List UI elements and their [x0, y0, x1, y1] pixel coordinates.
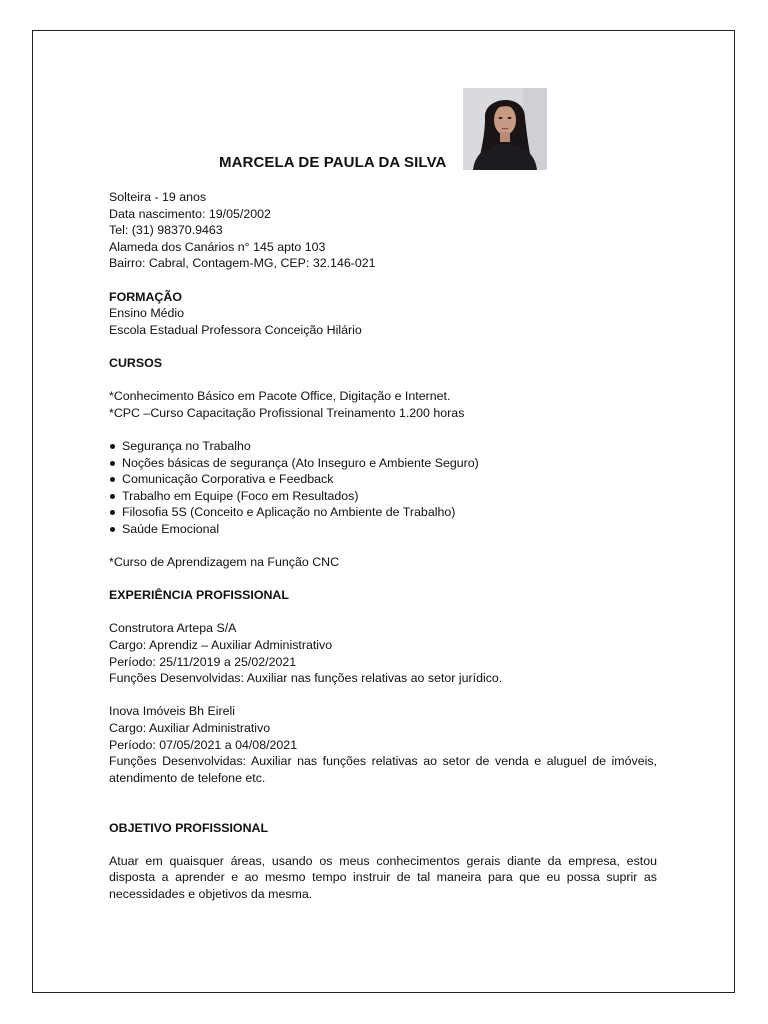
job-period: Período: 25/11/2019 a 25/02/2021	[109, 654, 297, 669]
address-neighborhood: Bairro: Cabral, Contagem-MG, CEP: 32.146-021	[109, 256, 376, 271]
list-item-text: Filosofia 5S (Conceito e Aplicação no Ambiente de Trabalho)	[122, 505, 456, 520]
personal-info	[109, 189, 657, 272]
job-duties: Funções Desenvolvidas: Auxiliar nas funções relativas ao setor jurídico.	[109, 671, 503, 686]
objective-section	[109, 820, 657, 903]
portrait-image	[463, 88, 547, 170]
education-title: FORMAÇÃO	[109, 289, 182, 304]
candidate-name: MARCELA DE PAULA DA SILVA	[219, 154, 447, 171]
experience-title: EXPERIÊNCIA PROFISSIONAL	[109, 588, 289, 603]
courses-title: CURSOS	[109, 355, 163, 370]
job-role: Cargo: Aprendiz – Auxiliar Administrativo	[109, 638, 333, 653]
resume-body	[109, 189, 657, 903]
profile-photo	[463, 88, 547, 170]
bullet-icon	[110, 477, 115, 482]
job-company: Inova Imóveis Bh Eireli	[109, 704, 236, 719]
course-item-cnc: *Curso de Aprendizagem na Função CNC	[109, 555, 340, 570]
list-item-text: Trabalho em Equipe (Foco em Resultados)	[122, 488, 359, 503]
course-item: *CPC –Curso Capacitação Profissional Treinamento 1.200 horas	[109, 405, 465, 420]
job-entry	[109, 620, 657, 686]
phone: Tel: (31) 98370.9463	[109, 223, 223, 238]
list-item	[109, 504, 657, 521]
list-item	[109, 471, 657, 488]
job-period: Período: 07/05/2021 a 04/08/2021	[109, 737, 298, 752]
list-item	[109, 455, 657, 472]
bullet-icon	[110, 527, 115, 532]
list-item	[109, 488, 657, 505]
job-entry	[109, 703, 657, 786]
marital-status-age: Solteira - 19 anos	[109, 190, 207, 204]
experience-section	[109, 587, 657, 786]
bullet-icon	[110, 494, 115, 499]
bullet-icon	[110, 510, 115, 515]
job-company: Construtora Artepa S/A	[109, 621, 237, 636]
bullet-icon	[110, 444, 115, 449]
list-item	[109, 521, 657, 538]
education-school: Escola Estadual Professora Conceição Hilário	[109, 322, 362, 337]
course-item: *Conhecimento Básico em Pacote Office, Digitação e Internet.	[109, 389, 451, 404]
list-item-text: Saúde Emocional	[122, 521, 220, 536]
objective-title: OBJETIVO PROFISSIONAL	[109, 820, 269, 835]
address-street: Alameda dos Canários n° 145 apto 103	[109, 239, 326, 254]
list-item-text: Comunicação Corporativa e Feedback	[122, 472, 334, 487]
education-section	[109, 289, 657, 339]
list-item-text: Segurança no Trabalho	[122, 438, 251, 453]
list-item-text: Noções básicas de segurança (Ato Inseguro e Ambiente Seguro)	[122, 455, 479, 470]
courses-section	[109, 355, 657, 571]
course-topic-list	[109, 438, 657, 538]
objective-text: Atuar em quaisquer áreas, usando os meus conhecimentos gerais diante da empresa, estou disposta a aprender e ao mesmo tempo instruir de tal maneira para que eu possa suprir as necessidades e objetivos da mesma.	[109, 853, 657, 901]
job-role: Cargo: Auxiliar Administrativo	[109, 721, 271, 735]
list-item	[109, 438, 657, 455]
birth-date: Data nascimento: 19/05/2002	[109, 206, 271, 221]
education-level: Ensino Médio	[109, 306, 185, 321]
job-duties: Funções Desenvolvidas: Auxiliar nas funções relativas ao setor de venda e aluguel de imóveis, atendimento de telefone etc.	[109, 754, 657, 785]
bullet-icon	[110, 461, 115, 466]
